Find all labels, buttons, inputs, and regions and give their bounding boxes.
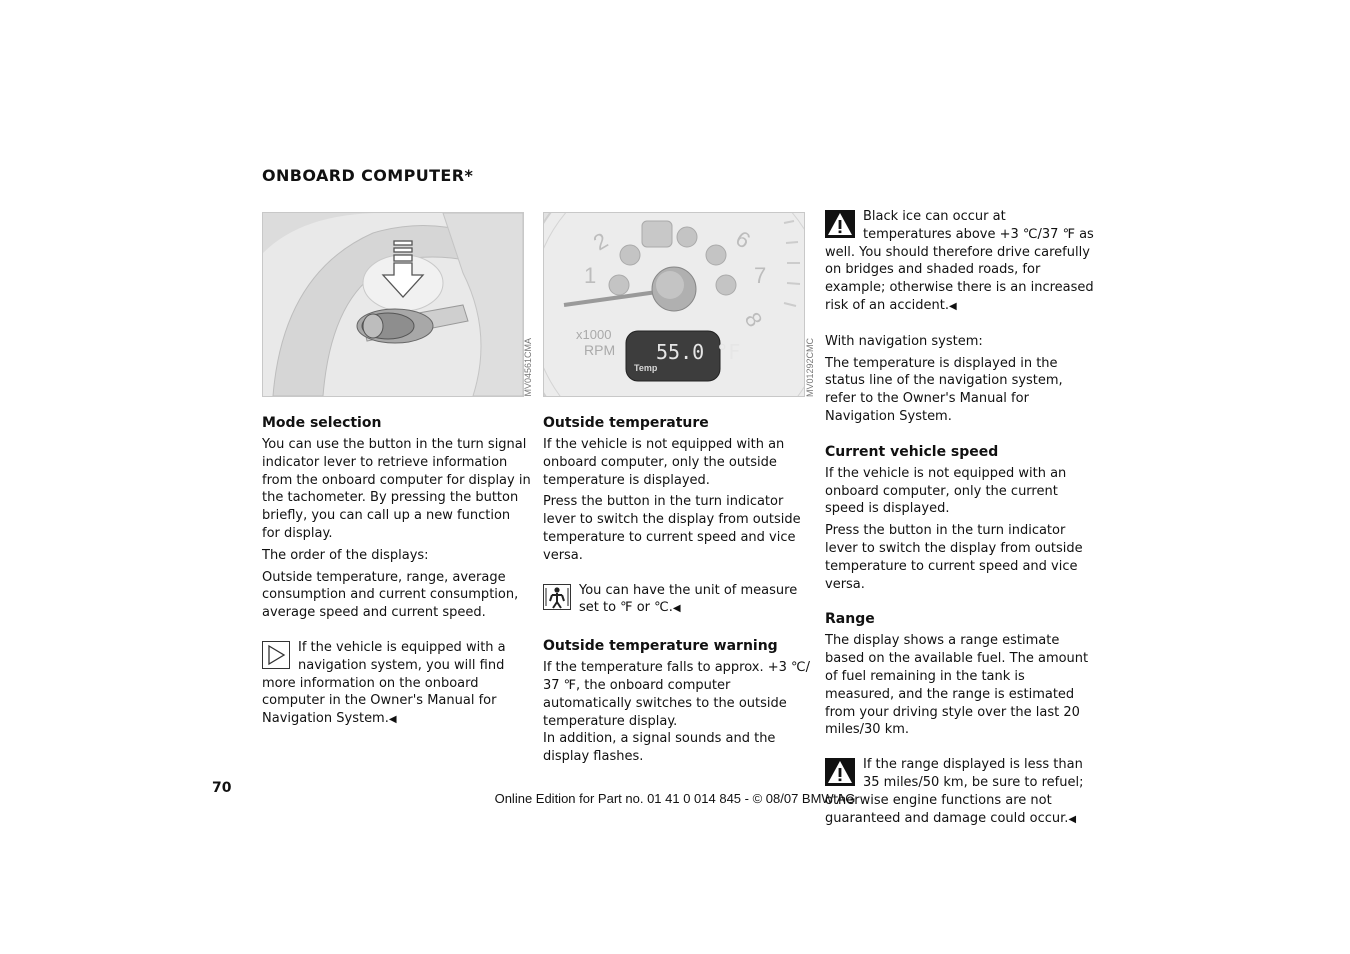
warning-text: If the range displayed is less than 35 miles/50 km, be sure to refuel; otherwise engine functions are not guaranteed and damage could occur. <box>825 757 1084 826</box>
paragraph: With navigation system: <box>825 333 983 349</box>
tachometer-figure <box>543 212 805 397</box>
section-heading-outside-temperature: Outside temperature <box>543 415 709 431</box>
note-text: If the vehicle is equipped with a navigation system, you will find more information on the onboard computer in the Owner's Manual for Navigation System. <box>262 639 506 727</box>
svg-text:7: 7 <box>754 263 767 288</box>
temperature-readout-label: Temp <box>634 363 658 373</box>
paragraph: The temperature is displayed in the status line of the navigation system, refer to the Owner's Manual for Navigation System. <box>825 355 1063 424</box>
paragraph: If the temperature falls to approx. +3 ℃/ 37 ℉, the onboard computer automatically switches to the outside temperature display. <box>543 660 811 729</box>
paragraph: Outside temperature, range, average consumption and current consumption, average speed and current speed. <box>262 569 519 621</box>
paragraph: Press the button in the turn indicator lever to switch the display from outside temperature to current speed and vice versa. <box>825 523 1083 592</box>
svg-text:8: 8 <box>739 308 768 332</box>
column-warnings-speed-range <box>825 208 1095 828</box>
column-mode-selection <box>262 413 532 729</box>
paragraph: The display shows a range estimate based on the available fuel. The amount of fuel remaining in the tank is measured, and the range is estimated from your driving style over the last 20 miles/30 km. <box>825 633 1089 738</box>
warning-triangle-icon <box>825 210 855 242</box>
paragraph: Press the button in the turn indicator lever to switch the display from outside temperature to current speed and vice versa. <box>543 494 801 563</box>
column-outside-temperature <box>543 413 813 766</box>
paragraph: If the vehicle is not equipped with an onboard computer, only the current speed is displayed. <box>825 465 1067 517</box>
svg-text:6: 6 <box>731 225 755 254</box>
warning-text: Black ice can occur at temperatures above +3 ℃/37 ℉ as well. You should therefore drive carefully on bridges and shaded roads, for example; otherwise there is an increased risk of an accident. <box>825 209 1094 313</box>
paragraph: The order of the displays: <box>262 547 429 563</box>
figure-code: MV01292CMC <box>805 338 815 398</box>
rpm-multiplier-label: x1000 <box>576 327 612 342</box>
svg-text:2: 2 <box>589 227 613 256</box>
section-heading-range: Range <box>825 611 875 628</box>
note-text: You can have the unit of measure set to ℉ or ℃. <box>579 582 798 616</box>
footer-edition-note: Online Edition for Part no. 01 41 0 014 845 - © 08/07 BMW AG <box>494 791 856 806</box>
triangle-arrow-icon <box>262 641 290 673</box>
unit-setting-note <box>543 582 813 619</box>
turn-signal-lever-figure <box>262 212 524 397</box>
turn-signal-lever-illustration <box>263 213 523 396</box>
navigation-hint-note <box>262 639 532 729</box>
paragraph: If the vehicle is not equipped with an onboard computer, only the outside temperature is displayed. <box>543 437 785 488</box>
paragraph: In addition, a signal sounds and the display flashes. <box>543 731 776 765</box>
section-heading-outside-temperature-warning: Outside temperature warning <box>543 638 778 655</box>
black-ice-warning <box>825 208 1095 316</box>
paragraph: You can use the button in the turn signal indicator lever to retrieve information from the onboard computer for display in the tachometer. By pressing the button briefly, you can call up a new function for display. <box>262 437 531 541</box>
end-mark-icon: ◀ <box>672 603 681 615</box>
figure-code: MV04561CMA <box>523 338 533 397</box>
page-title: ONBOARD COMPUTER* <box>262 166 474 185</box>
section-heading-current-vehicle-speed: Current vehicle speed <box>825 443 999 460</box>
section-heading-mode-selection: Mode selection <box>262 415 382 431</box>
end-mark-icon: ◀ <box>388 714 397 726</box>
page-number: 70 <box>212 780 232 796</box>
end-mark-icon: ◀ <box>948 300 957 312</box>
warning-triangle-icon <box>825 758 855 790</box>
end-mark-icon: ◀ <box>1068 813 1077 825</box>
svg-text:1: 1 <box>584 263 597 288</box>
temperature-readout: 55.0 °F <box>656 340 741 364</box>
tachometer-illustration <box>544 213 804 396</box>
rpm-unit-label: RPM <box>584 342 616 358</box>
person-figure-icon <box>543 584 571 614</box>
